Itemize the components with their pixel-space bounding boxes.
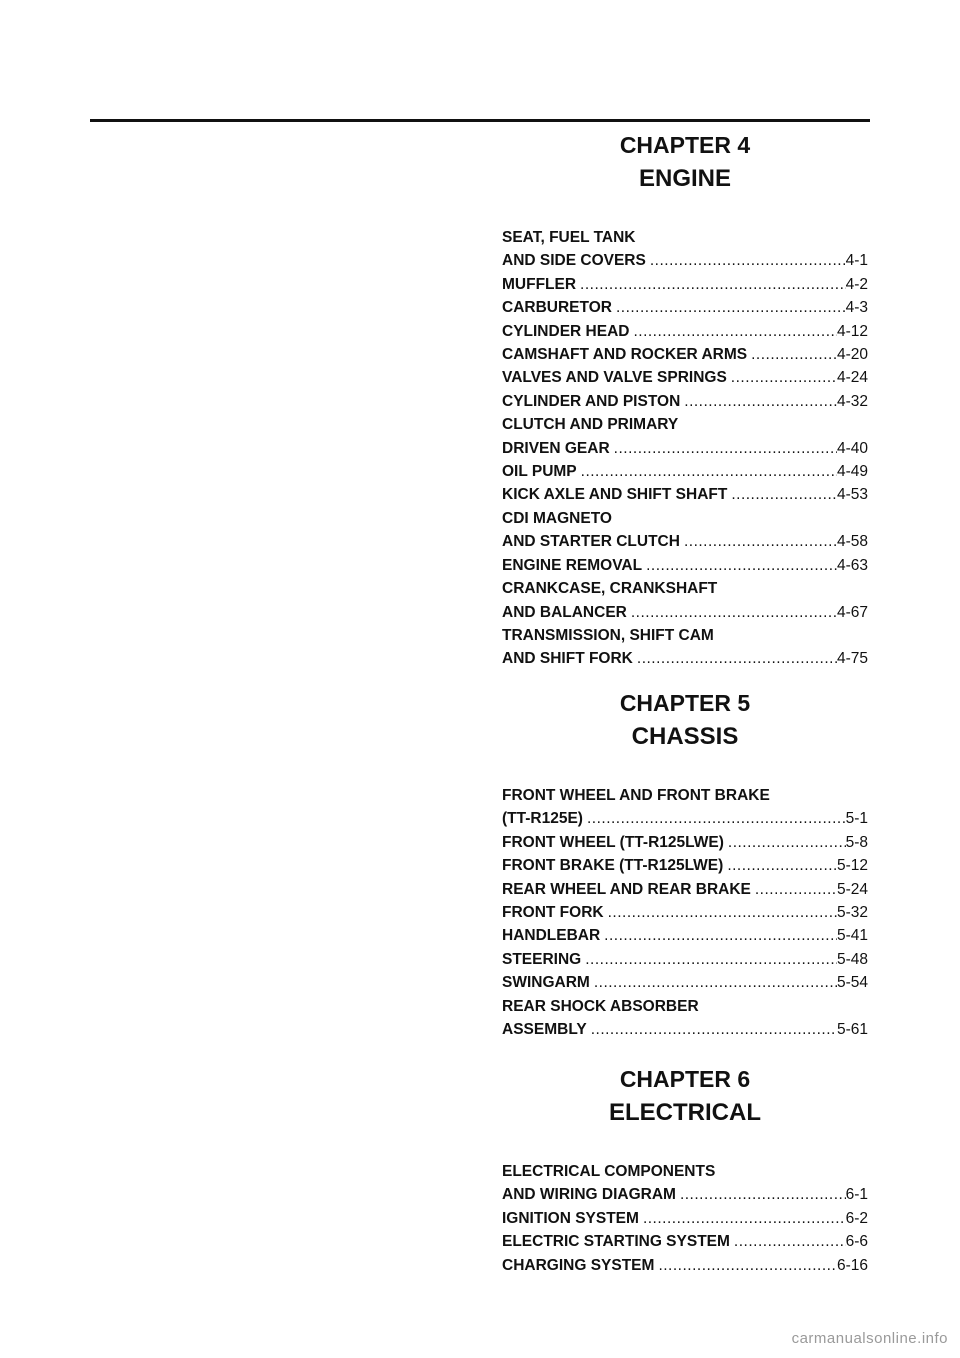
toc-entry-label: AND STARTER CLUTCH xyxy=(502,533,680,551)
toc-page-number: 5-1 xyxy=(845,810,868,828)
dot-leader xyxy=(591,1018,837,1041)
toc-page-number: 4-12 xyxy=(836,322,868,340)
toc-entry-label: SWINGARM xyxy=(502,974,590,992)
toc-entry-label: KICK AXLE AND SHIFT SHAFT xyxy=(502,486,728,504)
dot-leader xyxy=(684,530,837,553)
top-rule xyxy=(90,119,870,122)
chapter-heading xyxy=(502,686,868,754)
toc-entry-label: FRONT BRAKE (TT-R125LWE) xyxy=(502,857,724,875)
toc-page-number: 4-58 xyxy=(836,533,868,551)
dot-leader xyxy=(614,437,837,460)
toc-entry-label: DRIVEN GEAR xyxy=(502,439,610,457)
toc-entry[interactable] xyxy=(502,1254,868,1277)
toc-section-heading xyxy=(502,995,868,1018)
dot-leader xyxy=(594,971,837,994)
dot-leader xyxy=(633,320,837,343)
dot-leader xyxy=(631,601,837,624)
toc-entry[interactable] xyxy=(502,1018,868,1041)
toc-page-number: 4-75 xyxy=(836,650,868,668)
dot-leader xyxy=(604,924,837,947)
toc-page-number: 4-53 xyxy=(836,486,868,504)
dot-leader xyxy=(616,296,846,319)
toc-entry[interactable] xyxy=(502,483,868,506)
toc-entry-label: IGNITION SYSTEM xyxy=(502,1209,639,1227)
toc-entry-label: AND SIDE COVERS xyxy=(502,252,646,270)
toc-entry[interactable] xyxy=(502,554,868,577)
toc-entry-label: REAR WHEEL AND REAR BRAKE xyxy=(502,880,751,898)
chapter-number: CHAPTER 6 xyxy=(619,1066,751,1092)
toc-entry-label: CHARGING SYSTEM xyxy=(502,1256,655,1274)
toc-entry[interactable] xyxy=(502,343,868,366)
chapter-subtitle: ELECTRICAL xyxy=(609,1099,761,1126)
dot-leader xyxy=(751,343,837,366)
dot-leader xyxy=(658,1254,837,1277)
dot-leader xyxy=(734,1230,846,1253)
toc-page-number: 5-54 xyxy=(836,974,868,992)
toc-entry[interactable] xyxy=(502,971,868,994)
dot-leader xyxy=(637,647,837,670)
toc-entry[interactable] xyxy=(502,807,868,830)
toc-entry[interactable] xyxy=(502,647,868,670)
toc-entry[interactable] xyxy=(502,948,868,971)
toc-entry-label: ELECTRICAL COMPONENTS xyxy=(502,1163,716,1180)
toc-section-heading xyxy=(502,413,868,436)
chapter-heading xyxy=(502,128,868,196)
dot-leader xyxy=(608,901,837,924)
dot-leader xyxy=(728,831,846,854)
toc-entry-label: OIL PUMP xyxy=(502,463,577,481)
toc-page-number: 5-48 xyxy=(836,950,868,968)
toc-page-number: 4-63 xyxy=(836,556,868,574)
dot-leader xyxy=(581,460,837,483)
toc-page-number: 4-2 xyxy=(845,275,868,293)
toc-entry-label: CARBURETOR xyxy=(502,299,612,317)
toc-entry-label: FRONT FORK xyxy=(502,904,604,922)
toc-page-number: 4-24 xyxy=(836,369,868,387)
watermark: carmanualsonline.info xyxy=(791,1330,948,1347)
toc-entry[interactable] xyxy=(502,878,868,901)
toc-entry[interactable] xyxy=(502,366,868,389)
toc-entry[interactable] xyxy=(502,1207,868,1230)
toc-entry[interactable] xyxy=(502,460,868,483)
chapter-6-section xyxy=(502,1062,868,1277)
dot-leader xyxy=(731,366,837,389)
toc-page-number: 4-1 xyxy=(845,252,868,270)
toc-page-number: 5-32 xyxy=(836,904,868,922)
toc-entry[interactable] xyxy=(502,530,868,553)
toc-page-number: 6-1 xyxy=(845,1186,868,1204)
toc-page-number: 5-41 xyxy=(836,927,868,945)
dot-leader xyxy=(585,948,837,971)
toc-section-heading xyxy=(502,577,868,600)
toc-list xyxy=(502,784,868,1041)
toc-section-heading xyxy=(502,507,868,530)
toc-entry-label: SEAT, FUEL TANK xyxy=(502,229,636,246)
toc-page-number: 5-24 xyxy=(836,880,868,898)
toc-section-heading xyxy=(502,624,868,647)
toc-entry[interactable] xyxy=(502,390,868,413)
toc-page-number: 6-16 xyxy=(836,1256,868,1274)
toc-entry[interactable] xyxy=(502,320,868,343)
toc-section-heading xyxy=(502,784,868,807)
toc-entry-label: AND WIRING DIAGRAM xyxy=(502,1186,676,1204)
toc-page-number: 5-12 xyxy=(836,857,868,875)
toc-entry-label: FRONT WHEEL AND FRONT BRAKE xyxy=(502,787,770,804)
toc-entry-label: CDI MAGNETO xyxy=(502,509,612,527)
dot-leader xyxy=(755,878,837,901)
dot-leader xyxy=(646,554,837,577)
toc-entry[interactable] xyxy=(502,273,868,296)
toc-entry[interactable] xyxy=(502,924,868,947)
toc-entry-label: MUFFLER xyxy=(502,275,577,293)
toc-entry-label: AND SHIFT FORK xyxy=(502,650,633,668)
toc-entry-label: TRANSMISSION, SHIFT CAM xyxy=(502,626,714,644)
toc-page-number: 6-2 xyxy=(845,1209,868,1227)
dot-leader xyxy=(731,483,837,506)
toc-entry[interactable] xyxy=(502,1230,868,1253)
toc-page-number: 4-49 xyxy=(836,463,868,481)
toc-entry[interactable] xyxy=(502,854,868,877)
toc-page-number: 5-61 xyxy=(836,1021,868,1039)
dot-leader xyxy=(587,807,846,830)
toc-section-heading xyxy=(502,226,868,249)
toc-entry-label: STEERING xyxy=(502,950,582,968)
toc-entry-label: CRANKCASE, CRANKSHAFT xyxy=(502,580,718,598)
toc-page-number: 4-40 xyxy=(836,439,868,457)
toc-entry[interactable] xyxy=(502,601,868,624)
dot-leader xyxy=(643,1207,846,1230)
toc-entry[interactable] xyxy=(502,831,868,854)
toc-entry-label: FRONT WHEEL (TT-R125LWE) xyxy=(502,833,724,851)
toc-entry-label: VALVES AND VALVE SPRINGS xyxy=(502,369,727,387)
dot-leader xyxy=(580,273,846,296)
toc-list xyxy=(502,226,868,671)
dot-leader xyxy=(727,854,837,877)
toc-entry[interactable] xyxy=(502,296,868,319)
chapter-subtitle: CHASSIS xyxy=(631,723,739,750)
chapter-5-section xyxy=(502,686,868,1041)
toc-entry-label: ASSEMBLY xyxy=(502,1021,587,1039)
toc-entry-label: CYLINDER AND PISTON xyxy=(502,392,681,410)
dot-leader xyxy=(680,1183,846,1206)
toc-entry-label: CAMSHAFT AND ROCKER ARMS xyxy=(502,346,748,364)
chapter-number: CHAPTER 4 xyxy=(619,132,751,158)
toc-entry-label: CLUTCH AND PRIMARY xyxy=(502,416,679,434)
toc-page-number: 4-3 xyxy=(845,299,868,317)
toc-entry-label: ELECTRIC STARTING SYSTEM xyxy=(502,1233,730,1251)
chapter-number: CHAPTER 5 xyxy=(619,690,751,716)
toc-entry[interactable] xyxy=(502,437,868,460)
toc-entry[interactable] xyxy=(502,1183,868,1206)
toc-page-number: 5-8 xyxy=(845,833,868,851)
toc-page-number: 4-32 xyxy=(836,392,868,410)
toc-entry-label: HANDLEBAR xyxy=(502,927,601,945)
toc-page-number: 6-6 xyxy=(845,1233,868,1251)
chapter-4-section xyxy=(502,128,868,671)
toc-entry-label: AND BALANCER xyxy=(502,603,627,621)
chapter-heading xyxy=(502,1062,868,1130)
toc-entry[interactable] xyxy=(502,901,868,924)
toc-entry-label: CYLINDER HEAD xyxy=(502,322,630,340)
dot-leader xyxy=(684,390,837,413)
toc-entry-label: ENGINE REMOVAL xyxy=(502,556,643,574)
toc-page-number: 4-67 xyxy=(836,603,868,621)
toc-section-heading xyxy=(502,1160,868,1183)
chapter-subtitle: ENGINE xyxy=(638,165,731,192)
dot-leader xyxy=(650,249,846,272)
toc-entry[interactable] xyxy=(502,249,868,272)
toc-list xyxy=(502,1160,868,1277)
toc-entry-label: REAR SHOCK ABSORBER xyxy=(502,997,699,1015)
toc-page-number: 4-20 xyxy=(836,346,868,364)
toc-entry-label: (TT-R125E) xyxy=(502,810,583,828)
